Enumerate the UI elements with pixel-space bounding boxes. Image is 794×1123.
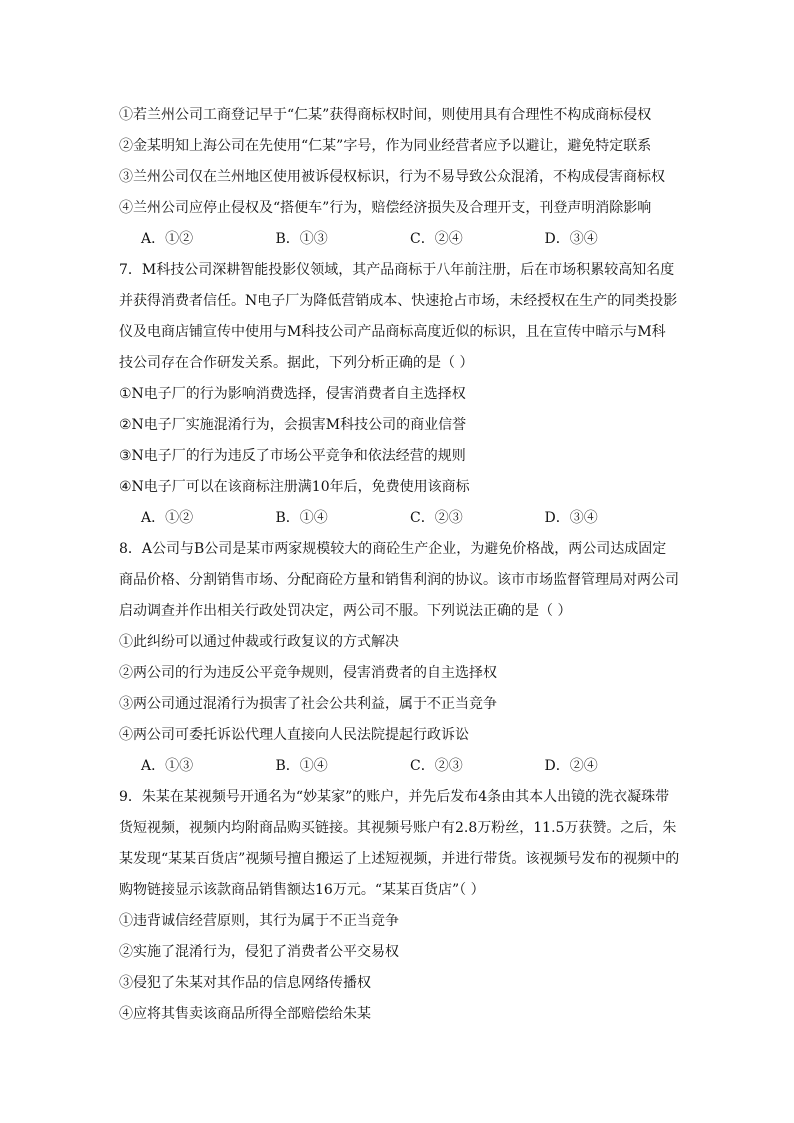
q6-answer-c: C．②④	[410, 231, 463, 247]
q8-answer-d: D．②④	[544, 758, 598, 774]
question-7-stem	[119, 255, 679, 379]
q7-answer-choices	[119, 503, 679, 534]
q7-stem-line: 仪及电商店铺宣传中使用与M科技公司产品商标高度近似的标识，且在宣传中暗示与M科	[119, 324, 666, 340]
q8-answer-b: B．①④	[275, 758, 328, 774]
q7-stem-line: 技公司存在合作研发关系。据此，下列分析正确的是（ ）	[119, 355, 474, 371]
q8-answer-c: C．②③	[410, 758, 463, 774]
q6-answer-d: D．③④	[544, 231, 598, 247]
question-content	[119, 100, 679, 1030]
q7-option-3: ③N电子厂的行为违反了市场公平竞争和依法经营的规则	[119, 448, 466, 464]
q9-stem-line: 购物链接显示该款商品销售额达16万元。“某某百货店”（ ）	[119, 882, 485, 898]
q8-option-1: ①此纠纷可以通过仲裁或行政复议的方式解决	[119, 634, 399, 650]
q9-stem-line: 9．朱某在某视频号开通名为“妙某家”的账户，并先后发布4条由其本人出镜的洗衣凝珠带	[119, 789, 670, 805]
q7-answer-c: C．②③	[410, 510, 463, 526]
q7-answer-a: A．①②	[141, 510, 194, 526]
q7-answer-b: B．①④	[275, 510, 328, 526]
q6-option-2: ②金某明知上海公司在先使用“仁某”字号，作为同业经营者应予以避让，避免特定联系	[119, 138, 652, 154]
q7-stem-line: 7．M科技公司深耕智能投影仪领域，其产品商标于八年前注册，后在市场积累较高知名度	[119, 262, 675, 278]
q9-option-4: ④应将其售卖该商品所得全部赔偿给朱某	[119, 1006, 371, 1022]
q9-option-3: ③侵犯了朱某对其作品的信息网络传播权	[119, 975, 371, 991]
q6-option-1: ①若兰州公司工商登记早于“仁某”获得商标权时间，则使用具有合理性不构成商标侵权	[119, 107, 652, 123]
q9-option-2: ②实施了混淆行为，侵犯了消费者公平交易权	[119, 944, 399, 960]
q8-option-2: ②两公司的行为违反公平竞争规则，侵害消费者的自主选择权	[119, 665, 497, 681]
q9-stem-line: 某发现“某某百货店”视频号擅自搬运了上述短视频，并进行带货。该视频号发布的视频中的	[119, 851, 679, 867]
q6-answer-a: A．①②	[141, 231, 194, 247]
q7-option-1: ①N电子厂的行为影响消费选择，侵害消费者自主选择权	[119, 386, 466, 402]
q7-option-2: ②N电子厂实施混淆行为，会损害M科技公司的商业信誉	[119, 417, 467, 433]
question-9-options	[119, 906, 679, 1030]
q6-option-4: ④兰州公司应停止侵权及“搭便车”行为，赔偿经济损失及合理开支，刊登声明消除影响	[119, 200, 652, 216]
question-8-stem	[119, 534, 679, 627]
question-9-stem	[119, 782, 679, 906]
q6-answer-choices	[119, 224, 679, 255]
question-6-options	[119, 100, 679, 224]
q7-answer-d: D．③④	[544, 510, 598, 526]
q6-answer-b: B．①③	[275, 231, 328, 247]
q6-option-3: ③兰州公司仅在兰州地区使用被诉侵权标识，行为不易导致公众混淆，不构成侵害商标权	[119, 169, 665, 185]
q8-stem-line: 商品价格、分割销售市场、分配商砼方量和销售利润的协议。该市市场监督管理局对两公司	[119, 572, 679, 588]
q8-answer-choices	[119, 751, 679, 782]
q7-option-4: ④N电子厂可以在该商标注册满10年后，免费使用该商标	[119, 479, 470, 495]
question-7-options	[119, 379, 679, 503]
q8-stem-line: 8．A公司与B公司是某市两家规模较大的商砼生产企业，为避免价格战，两公司达成固定	[119, 541, 667, 557]
q8-option-3: ③两公司通过混淆行为损害了社会公共利益，属于不正当竞争	[119, 696, 497, 712]
q8-answer-a: A．①③	[141, 758, 194, 774]
question-8-options	[119, 627, 679, 751]
q9-option-1: ①违背诚信经营原则，其行为属于不正当竞争	[119, 913, 399, 929]
q9-stem-line: 货短视频，视频内均附商品购买链接。其视频号账户有2.8万粉丝，11.5万获赞。之后，朱	[119, 820, 677, 836]
q8-option-4: ④两公司可委托诉讼代理人直接向人民法院提起行政诉讼	[119, 727, 469, 743]
q7-stem-line: 并获得消费者信任。N电子厂为降低营销成本、快速抢占市场，未经授权在生产的同类投影	[119, 293, 678, 309]
q8-stem-line: 启动调查并作出相关行政处罚决定，两公司不服。下列说法正确的是（ ）	[119, 603, 572, 619]
